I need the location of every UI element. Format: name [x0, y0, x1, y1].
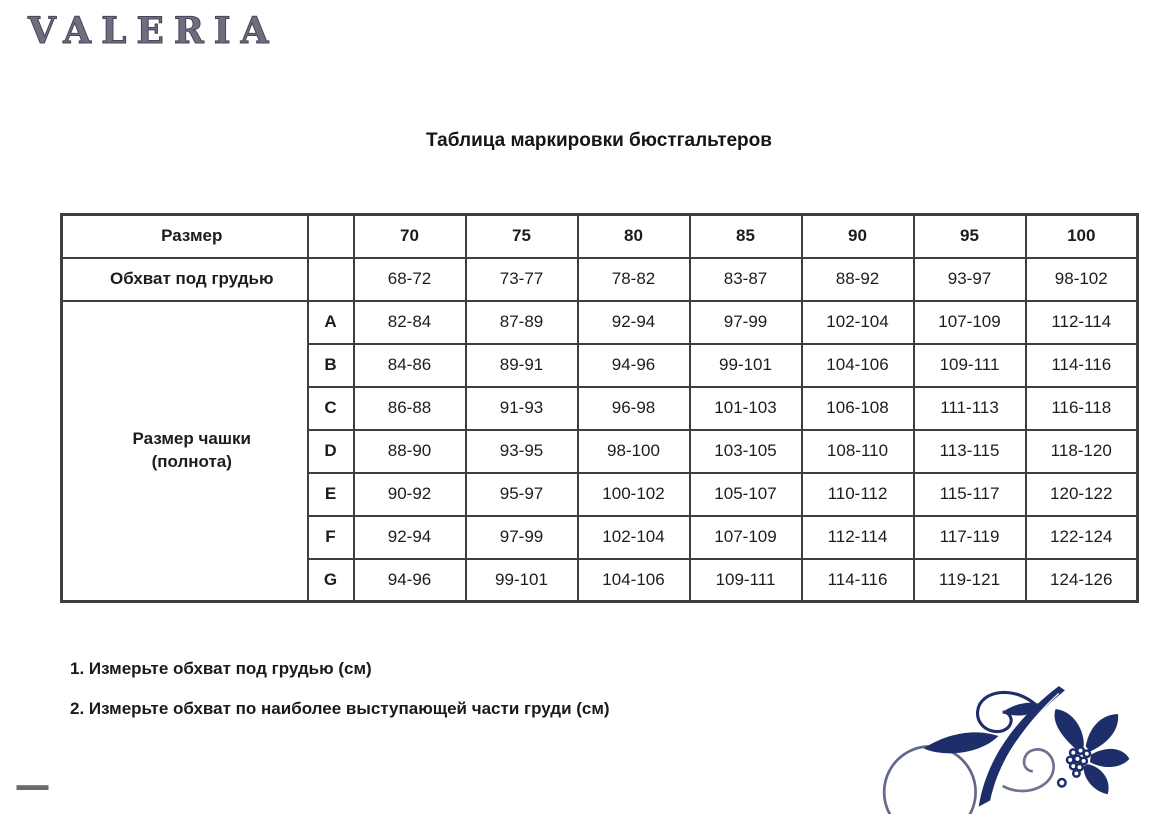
cup-letter: C — [308, 387, 354, 430]
cup-value-cell: 109-111 — [690, 559, 802, 602]
cup-letter: E — [308, 473, 354, 516]
empty-cell — [308, 215, 354, 258]
cup-value-cell: 105-107 — [690, 473, 802, 516]
cup-value-cell: 99-101 — [690, 344, 802, 387]
underbust-cell: 93-97 — [914, 258, 1026, 301]
note-1: 1. Измерьте обхват под грудью (см) — [70, 659, 372, 678]
cup-value-cell: 112-114 — [1026, 301, 1138, 344]
cup-value-cell: 117-119 — [914, 516, 1026, 559]
cup-value-cell: 82-84 — [354, 301, 466, 344]
cup-value-cell: 91-93 — [466, 387, 578, 430]
size-col-header: 80 — [578, 215, 690, 258]
cup-value-cell: 120-122 — [1026, 473, 1138, 516]
cup-value-cell: 114-116 — [802, 559, 914, 602]
underbust-row-label: Обхват под грудью — [62, 258, 308, 301]
size-col-header: 100 — [1026, 215, 1138, 258]
cup-value-cell: 92-94 — [354, 516, 466, 559]
cup-value-cell: 113-115 — [914, 430, 1026, 473]
cut-off-text-fragment: ▬▬ — [12, 777, 49, 794]
cup-value-cell: 100-102 — [578, 473, 690, 516]
note-2: 2. Измерьте обхват по наиболее выступающей части груди (см) — [70, 699, 610, 718]
cup-value-cell: 98-100 — [578, 430, 690, 473]
cup-letter: F — [308, 516, 354, 559]
cup-value-cell: 118-120 — [1026, 430, 1138, 473]
cup-value-cell: 112-114 — [802, 516, 914, 559]
cup-value-cell: 97-99 — [466, 516, 578, 559]
size-col-header: 70 — [354, 215, 466, 258]
cup-value-cell: 106-108 — [802, 387, 914, 430]
underbust-cell: 88-92 — [802, 258, 914, 301]
size-col-header: 75 — [466, 215, 578, 258]
cup-group-line2: (полнота) — [151, 451, 232, 471]
underbust-cell: 78-82 — [578, 258, 690, 301]
size-col-header: 90 — [802, 215, 914, 258]
cup-value-cell: 86-88 — [354, 387, 466, 430]
cup-value-cell: 115-117 — [914, 473, 1026, 516]
cup-value-cell: 124-126 — [1026, 559, 1138, 602]
table-row-cup-a — [62, 301, 1138, 344]
cup-value-cell: 109-111 — [914, 344, 1026, 387]
empty-cell — [308, 258, 354, 301]
cup-value-cell: 90-92 — [354, 473, 466, 516]
cup-value-cell: 104-106 — [578, 559, 690, 602]
underbust-cell: 98-102 — [1026, 258, 1138, 301]
bra-size-table — [60, 213, 1139, 603]
cup-value-cell: 89-91 — [466, 344, 578, 387]
cup-value-cell: 94-96 — [354, 559, 466, 602]
cup-value-cell: 119-121 — [914, 559, 1026, 602]
cup-value-cell: 97-99 — [690, 301, 802, 344]
cup-letter: G — [308, 559, 354, 602]
cup-value-cell: 96-98 — [578, 387, 690, 430]
cup-value-cell: 111-113 — [914, 387, 1026, 430]
size-col-header: 85 — [690, 215, 802, 258]
table-row-underbust — [62, 258, 1138, 301]
size-row-label: Размер — [62, 215, 308, 258]
page-title: Таблица маркировки бюстгальтеров — [426, 130, 772, 151]
cup-value-cell: 108-110 — [802, 430, 914, 473]
cup-value-cell: 116-118 — [1026, 387, 1138, 430]
cup-value-cell: 102-104 — [578, 516, 690, 559]
cup-letter: B — [308, 344, 354, 387]
cup-value-cell: 102-104 — [802, 301, 914, 344]
brand-logo: VALERIA — [28, 10, 279, 52]
cup-value-cell: 104-106 — [802, 344, 914, 387]
cup-value-cell: 107-109 — [914, 301, 1026, 344]
cup-value-cell: 95-97 — [466, 473, 578, 516]
cup-letter: D — [308, 430, 354, 473]
cup-value-cell: 87-89 — [466, 301, 578, 344]
floral-flourish-ornament — [880, 684, 1145, 814]
cup-group-line1: Размер чашки — [132, 428, 251, 448]
cup-value-cell: 103-105 — [690, 430, 802, 473]
cup-value-cell: 94-96 — [578, 344, 690, 387]
cup-value-cell: 107-109 — [690, 516, 802, 559]
cup-value-cell: 93-95 — [466, 430, 578, 473]
underbust-cell: 68-72 — [354, 258, 466, 301]
underbust-cell: 83-87 — [690, 258, 802, 301]
cup-value-cell: 114-116 — [1026, 344, 1138, 387]
measurement-notes — [70, 659, 610, 739]
cup-value-cell: 84-86 — [354, 344, 466, 387]
cup-value-cell: 110-112 — [802, 473, 914, 516]
cup-value-cell: 122-124 — [1026, 516, 1138, 559]
underbust-cell: 73-77 — [466, 258, 578, 301]
cup-value-cell: 88-90 — [354, 430, 466, 473]
size-col-header: 95 — [914, 215, 1026, 258]
cup-value-cell: 101-103 — [690, 387, 802, 430]
table-row-size — [62, 215, 1138, 258]
cup-value-cell: 92-94 — [578, 301, 690, 344]
cup-letter: A — [308, 301, 354, 344]
cup-group-label — [62, 301, 308, 602]
cup-value-cell: 99-101 — [466, 559, 578, 602]
